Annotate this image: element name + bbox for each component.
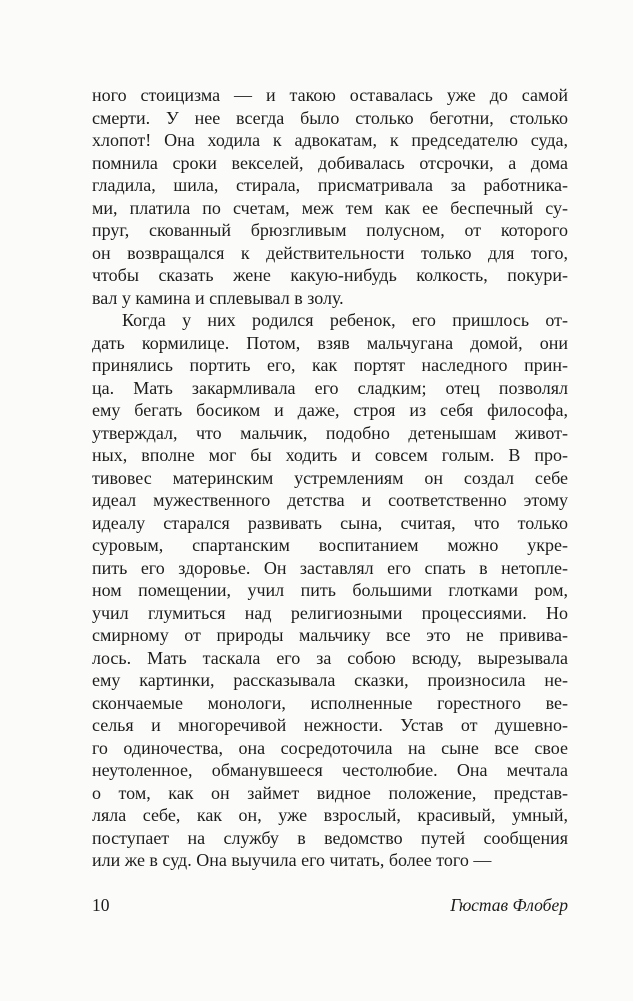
text-line: лось. Мать таскала его за собою всюду, вырезывала [92, 647, 568, 668]
text-line: идеалу старался развивать сына, считая, что только [92, 512, 568, 533]
page-text [92, 84, 568, 872]
text-line: идеал мужественного детства и соответственно этому [92, 490, 568, 510]
text-line: ему бегать босиком и даже, строя из себя философа, [92, 400, 568, 420]
text-line: пить его здоровье. Он заставлял его спать в нетопле- [92, 557, 568, 578]
text-line: дать кормилице. Потом, взяв мальчугана домой, они [92, 332, 568, 353]
text-line: хлопот! Она ходила к адвокатам, к председателю суда, [92, 130, 568, 150]
text-line: ляла себе, как он, уже взрослый, красивый, умный, [92, 805, 568, 825]
running-author: Гюстав Флобер [450, 895, 568, 915]
text-line: о том, как он займет видное положение, представ- [92, 782, 568, 803]
text-line: учил глумиться над религиозными процессиями. Но [92, 602, 568, 623]
text-line: ему картинки, рассказывала сказки, произносила не- [92, 670, 568, 690]
text-line: помнила сроки векселей, добивалась отсрочки, а дома [92, 152, 568, 173]
text-line: или же в суд. Она выучила его читать, более того — [92, 850, 492, 870]
text-line: смерти. У нее всегда было столько беготни, столько [92, 107, 568, 128]
text-line: селья и многоречивой нежности. Устав от душевно- [92, 715, 568, 735]
text-line: гладила, шила, стирала, присматривала за работника- [92, 175, 568, 195]
text-line: ми, платила по счетам, меж тем как ее беспечный су- [92, 197, 568, 218]
text-line: ном помещении, учил пить большими глотками ром, [92, 580, 568, 600]
page-number: 10 [92, 895, 110, 915]
text-line: смирному от природы мальчику все это не привива- [92, 625, 568, 645]
text-line: тивовес материнским устремлениям он создал себе [92, 467, 568, 488]
text-line: пруг, скованный брюзгливым полусном, от которого [92, 220, 568, 240]
text-line: поступает на службу в ведомство путей сообщения [92, 827, 568, 848]
text-line: Когда у них родился ребенок, его пришлось от- [122, 310, 568, 330]
text-line: принялись портить его, как портят наследного прин- [92, 355, 568, 375]
text-line: суровым, спартанским воспитанием можно укре- [92, 535, 568, 555]
text-line: он возвращался к действительности только для того, [92, 242, 568, 263]
text-line: скончаемые монологи, исполненные горестного ве- [92, 692, 568, 713]
text-line: вал у камина и сплевывал в золу. [92, 287, 344, 308]
text-line: ца. Мать закармливала его сладким; отец позволял [92, 377, 568, 398]
text-line: неутоленное, обманувшееся честолюбие. Она мечтала [92, 760, 568, 780]
text-line: го одиночества, она сосредоточила на сыне все свое [92, 737, 568, 758]
paragraph [92, 309, 568, 872]
text-line: утверждал, что мальчик, подобно детенышам живот- [92, 422, 568, 443]
text-line: ных, вполне мог бы ходить и совсем голым. В про- [92, 445, 568, 465]
text-line: ного стоицизма — и такою оставалась уже до самой [92, 85, 568, 105]
text-line: чтобы сказать жене какую-нибудь колкость, покури- [92, 265, 568, 285]
paragraph [92, 84, 568, 309]
page-footer [92, 894, 568, 916]
